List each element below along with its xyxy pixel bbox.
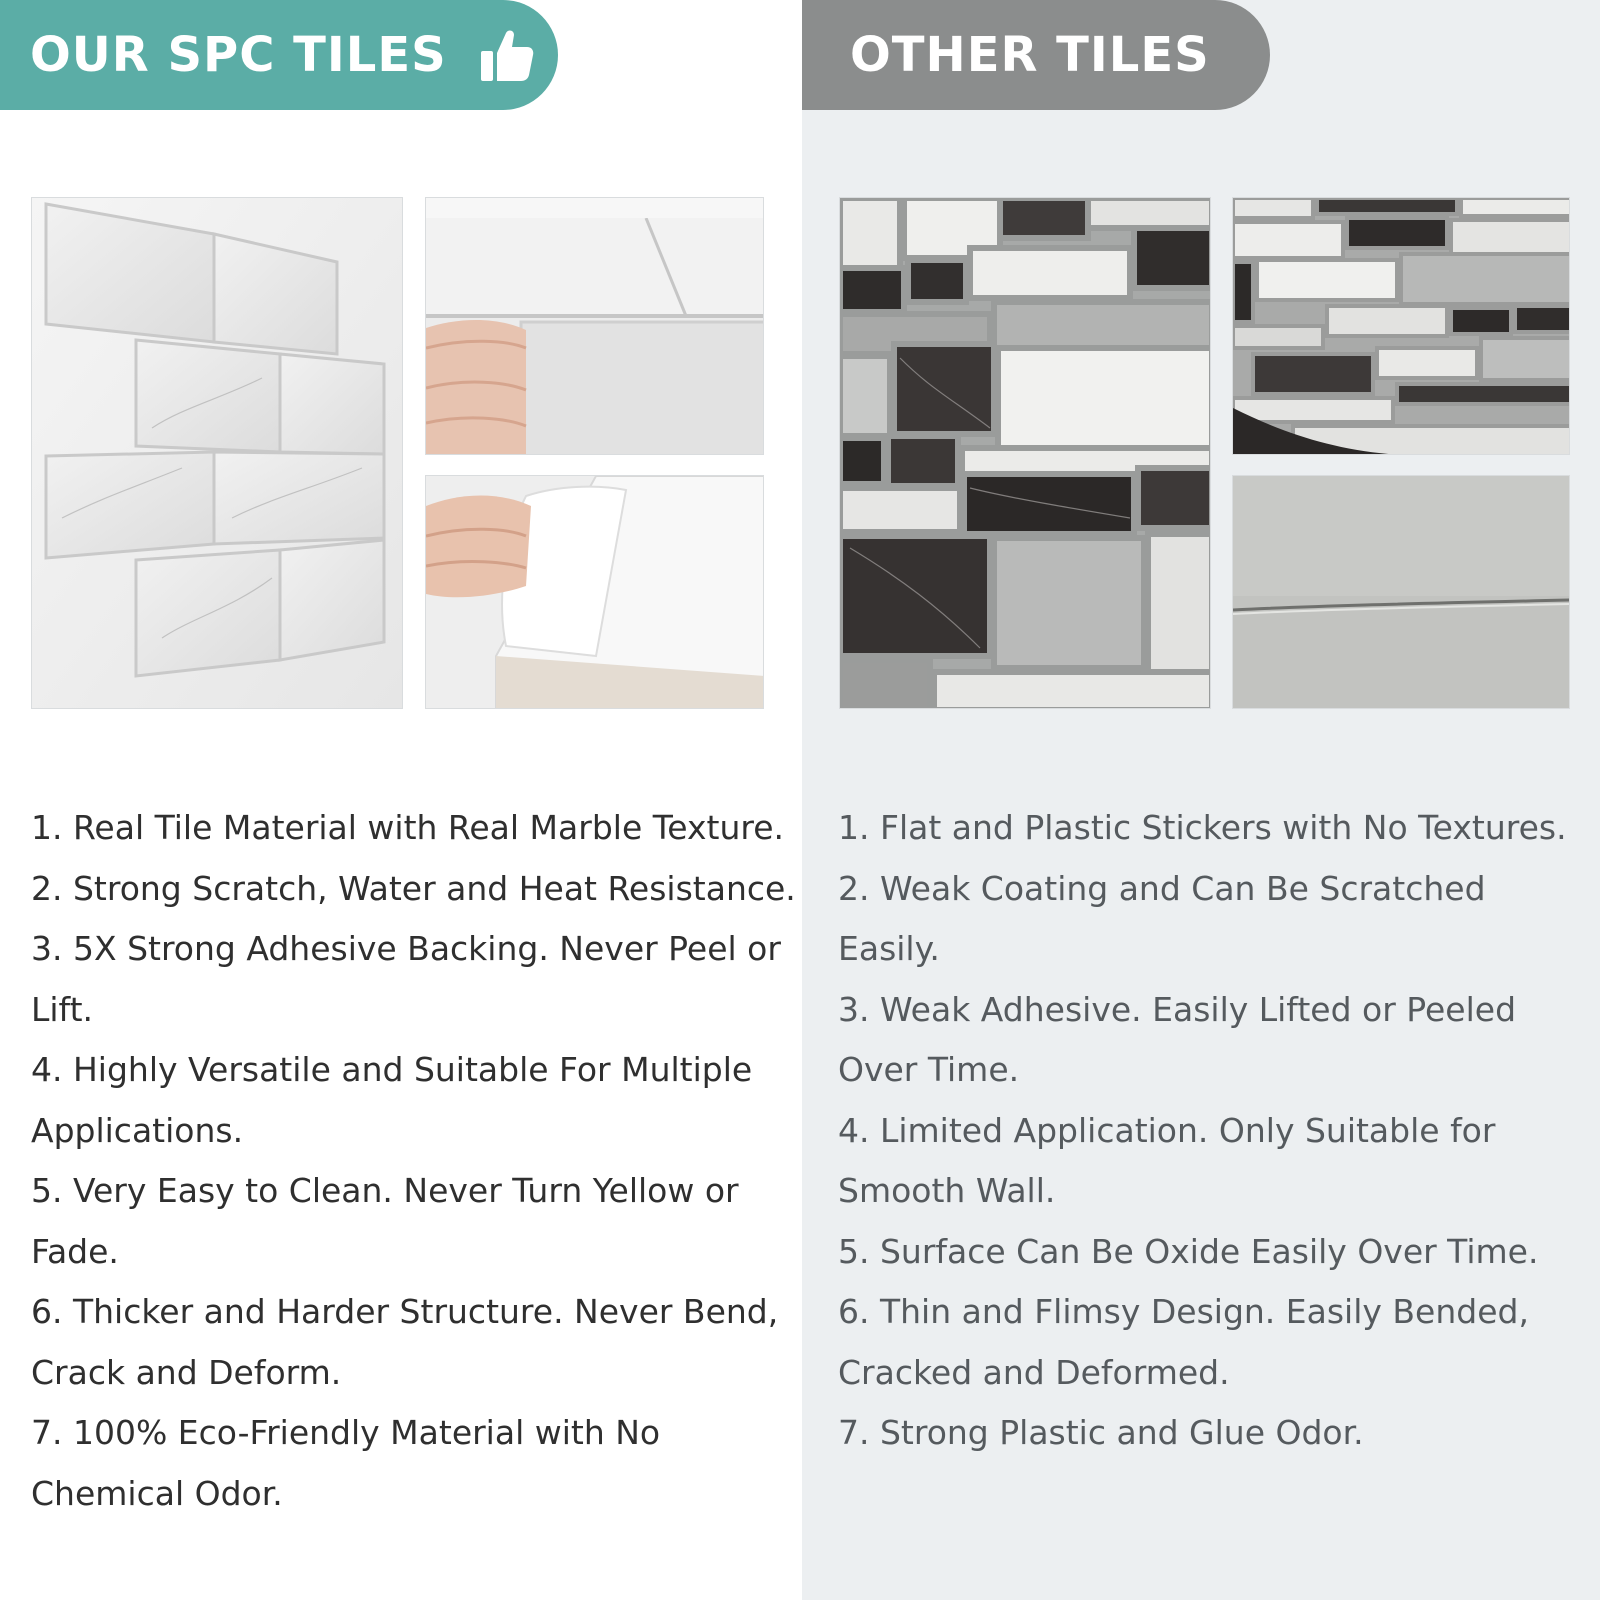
spc-tiles-title: OUR SPC TILES [30, 27, 447, 83]
other-feature-item: 4. Limited Application. Only Suitable for Smooth Wall. [838, 1110, 1496, 1210]
other-tiles-banner [802, 0, 1270, 110]
other-feature-item: 6. Thin and Flimsy Design. Easily Bended, Cracked and Deformed. [838, 1292, 1529, 1392]
other-peeling-sticker-photo [1232, 197, 1570, 455]
other-features-list [838, 798, 1578, 1464]
spc-feature-item: 1. Real Tile Material with Real Marble Texture. [31, 808, 785, 847]
spc-feature-item: 2. Strong Scratch, Water and Heat Resistance. [31, 868, 796, 908]
other-feature-item: 2. Weak Coating and Can Be Scratched Easily. [838, 868, 1486, 968]
spc-adhesive-backing-photo [425, 475, 764, 709]
other-feature-item: 7. Strong Plastic and Glue Odor. [838, 1413, 1364, 1452]
thumbs-up-icon [479, 27, 535, 83]
other-thin-sticker-edge-photo [1232, 475, 1570, 709]
spc-features-list [31, 798, 801, 1524]
other-mosaic-sticker-photo [839, 197, 1211, 709]
spc-feature-item: 7. 100% Eco-Friendly Material with No Chemical Odor. [31, 1413, 661, 1513]
spc-feature-item: 5. Very Easy to Clean. Never Turn Yellow or Fade. [31, 1171, 739, 1271]
other-feature-item: 3. Weak Adhesive. Easily Lifted or Peeled Over Time. [838, 989, 1517, 1089]
spc-tiles-banner [0, 0, 558, 110]
spc-feature-item: 6. Thicker and Harder Structure. Never Bend, Crack and Deform. [31, 1292, 779, 1392]
other-feature-item: 5. Surface Can Be Oxide Easily Over Time. [838, 1231, 1539, 1271]
spc-tile-sheet-photo [31, 197, 403, 709]
spc-feature-item: 4. Highly Versatile and Suitable For Multiple Applications. [31, 1050, 753, 1150]
spc-feature-item: 3. 5X Strong Adhesive Backing. Never Peel or Lift. [31, 929, 781, 1029]
spc-tile-peel-photo [425, 197, 764, 455]
other-tiles-title: OTHER TILES [850, 27, 1210, 83]
other-feature-item: 1. Flat and Plastic Stickers with No Textures. [838, 808, 1567, 847]
